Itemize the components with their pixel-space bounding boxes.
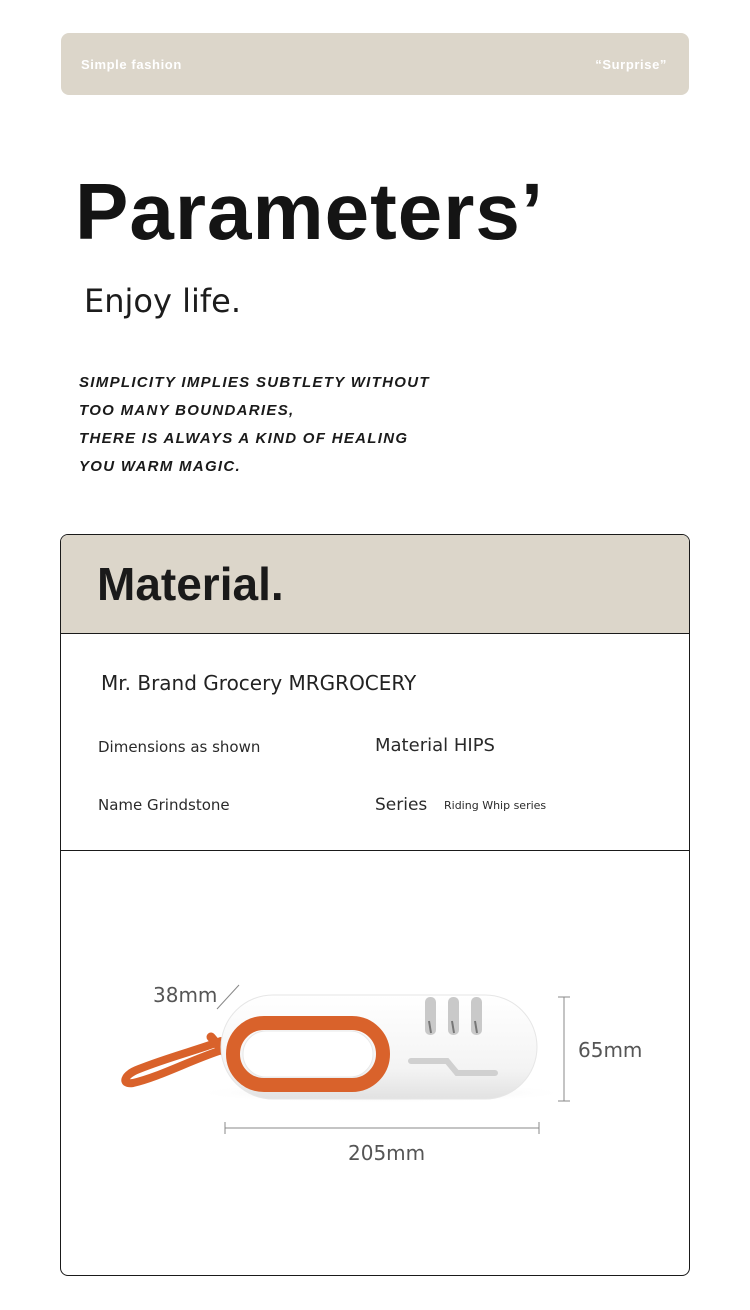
tagline-line: THERE IS ALWAYS A KIND OF HEALING — [79, 430, 409, 447]
width-indicator — [217, 985, 239, 1009]
material-card — [60, 534, 690, 1276]
top-banner — [61, 33, 689, 95]
tagline — [79, 369, 539, 481]
product-drawing — [61, 851, 689, 1275]
spec-name: Name Grindstone — [98, 796, 230, 814]
spec-series-label: Series — [375, 795, 428, 815]
page-subtitle: Enjoy life. — [84, 282, 241, 320]
height-label: 65mm — [578, 1038, 643, 1062]
material-title: Material. — [97, 558, 284, 610]
spec-material: Material HIPS — [375, 735, 495, 756]
brand-line: Mr. Brand Grocery MRGROCERY — [101, 671, 417, 695]
spec-section — [61, 634, 689, 851]
material-header — [61, 535, 689, 634]
banner-right-text: “Surprise” — [595, 57, 667, 72]
spec-dimensions: Dimensions as shown — [98, 738, 261, 756]
page-title: Parameters’ — [75, 167, 545, 256]
length-label: 205mm — [348, 1141, 426, 1165]
tagline-line: YOU WARM MAGIC. — [79, 458, 241, 475]
tagline-line: SIMPLICITY IMPLIES SUBTLETY WITHOUT — [79, 374, 430, 391]
spec-series-value: Riding Whip series — [444, 799, 547, 812]
banner-left-text: Simple fashion — [81, 57, 182, 72]
product-diagram — [61, 851, 689, 1275]
tagline-line: TOO MANY BOUNDARIES, — [79, 402, 295, 419]
width-label: 38mm — [153, 983, 218, 1007]
lanyard-strap — [125, 1041, 221, 1083]
handle-hole — [243, 1031, 373, 1077]
